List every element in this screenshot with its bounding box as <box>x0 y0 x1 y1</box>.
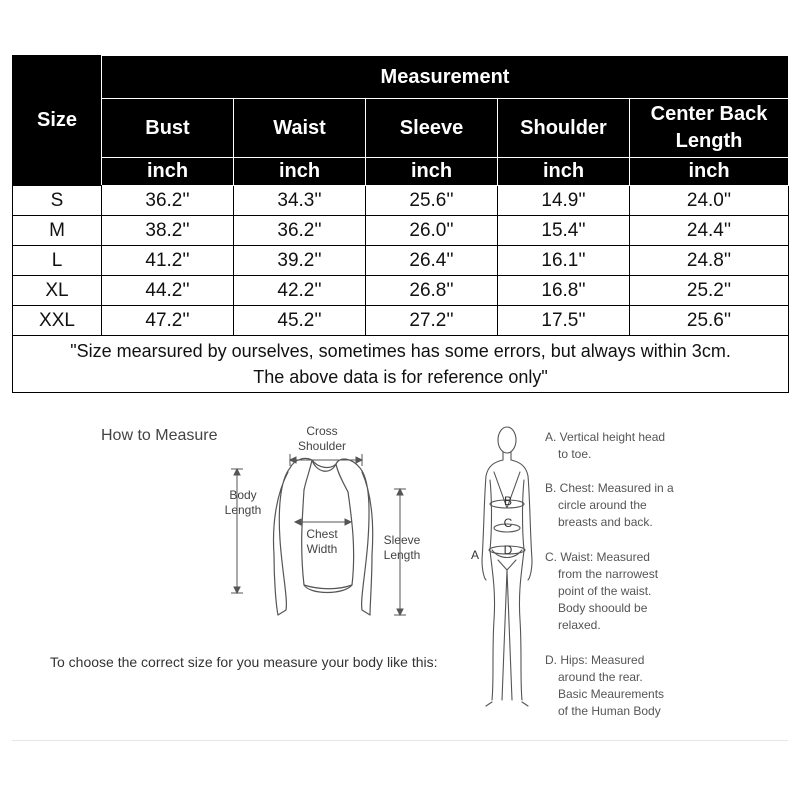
legend-d-line: of the Human Body <box>558 704 661 718</box>
legend-c-line: from the narrowest <box>558 567 659 581</box>
center-back-length-cell: 24.8'' <box>630 246 789 276</box>
how-to-measure-title: How to Measure <box>101 427 218 444</box>
sleeve-cell: 25.6'' <box>366 186 498 216</box>
size-chart-table <box>12 55 789 393</box>
unit-label: inch <box>366 158 498 186</box>
column-header-bust: Bust <box>102 99 234 158</box>
legend-b <box>545 480 674 531</box>
waist-cell: 36.2'' <box>234 216 366 246</box>
waist-cell: 39.2'' <box>234 246 366 276</box>
note-line-1: "Size mearsured by ourselves, sometimes has some errors, but always within 3cm. <box>70 341 731 361</box>
bust-cell: 41.2'' <box>102 246 234 276</box>
cross-shoulder-label: Cross Shoulder <box>297 424 347 453</box>
legend-c-line: point of the waist. <box>558 584 652 598</box>
sleeve-cell: 27.2'' <box>366 306 498 336</box>
marker-c: C <box>503 516 513 530</box>
legend-b-line: B. Chest: Measured in a <box>545 481 674 495</box>
unit-label: inch <box>630 158 789 186</box>
body-length-label: Body Length <box>224 488 262 517</box>
shoulder-cell: 14.9'' <box>498 186 630 216</box>
waist-cell: 34.3'' <box>234 186 366 216</box>
size-header: Size <box>13 56 102 186</box>
choose-size-instruction: To choose the correct size for you measure your body like this: <box>50 654 438 670</box>
legend-b-line: circle around the <box>558 498 647 512</box>
legend-c-line: relaxed. <box>558 618 601 632</box>
shoulder-cell: 16.1'' <box>498 246 630 276</box>
legend-a-line: to toe. <box>558 447 592 461</box>
human-body-figure <box>470 420 540 710</box>
legend-d-line: around the rear. <box>558 670 643 684</box>
marker-b: B <box>503 494 512 508</box>
sleeve-cell: 26.0'' <box>366 216 498 246</box>
column-header-sleeve: Sleeve <box>366 99 498 158</box>
chest-width-label: Chest Width <box>306 527 338 556</box>
note-line-2: The above data is for reference only" <box>253 367 548 387</box>
shoulder-cell: 16.8'' <box>498 276 630 306</box>
center-back-length-cell: 24.4'' <box>630 216 789 246</box>
unit-label: inch <box>498 158 630 186</box>
center-back-length-cell: 25.6'' <box>630 306 789 336</box>
marker-d: D <box>503 543 513 557</box>
size-cell: L <box>13 246 102 276</box>
bottom-divider <box>12 740 788 741</box>
unit-label: inch <box>102 158 234 186</box>
size-cell: M <box>13 216 102 246</box>
sleeve-cell: 26.4'' <box>366 246 498 276</box>
legend-d-line: D. Hips: Measured <box>545 653 645 667</box>
center-back-length-cell: 24.0'' <box>630 186 789 216</box>
center-back-length-cell: 25.2'' <box>630 276 789 306</box>
legend-d <box>545 652 664 720</box>
legend-b-line: breasts and back. <box>558 515 653 529</box>
size-cell: S <box>13 186 102 216</box>
table-note <box>13 336 789 393</box>
size-cell: XL <box>13 276 102 306</box>
marker-a: A <box>470 548 479 562</box>
waist-cell: 45.2'' <box>234 306 366 336</box>
bust-cell: 36.2'' <box>102 186 234 216</box>
legend-d-line: Basic Meaurements <box>558 687 665 701</box>
shoulder-cell: 15.4'' <box>498 216 630 246</box>
sleeve-cell: 26.8'' <box>366 276 498 306</box>
bust-cell: 44.2'' <box>102 276 234 306</box>
table-row <box>13 186 789 216</box>
table-row <box>13 246 789 276</box>
sleeve-length-label: Sleeve Length <box>383 533 421 562</box>
legend-c <box>545 549 658 634</box>
shoulder-cell: 17.5'' <box>498 306 630 336</box>
legend-a <box>545 429 665 463</box>
legend-c-line: C. Waist: Measured <box>545 550 650 564</box>
waist-cell: 42.2'' <box>234 276 366 306</box>
bust-cell: 38.2'' <box>102 216 234 246</box>
measurement-header: Measurement <box>102 56 789 99</box>
column-header-waist: Waist <box>234 99 366 158</box>
column-header-shoulder: Shoulder <box>498 99 630 158</box>
column-header-center-back-length: Center Back Length <box>630 99 789 158</box>
table-row <box>13 216 789 246</box>
unit-label: inch <box>234 158 366 186</box>
table-row <box>13 306 789 336</box>
legend-a-line: A. Vertical height head <box>545 430 666 444</box>
table-row <box>13 276 789 306</box>
size-cell: XXL <box>13 306 102 336</box>
bust-cell: 47.2'' <box>102 306 234 336</box>
legend-c-line: Body shoould be <box>558 601 648 615</box>
